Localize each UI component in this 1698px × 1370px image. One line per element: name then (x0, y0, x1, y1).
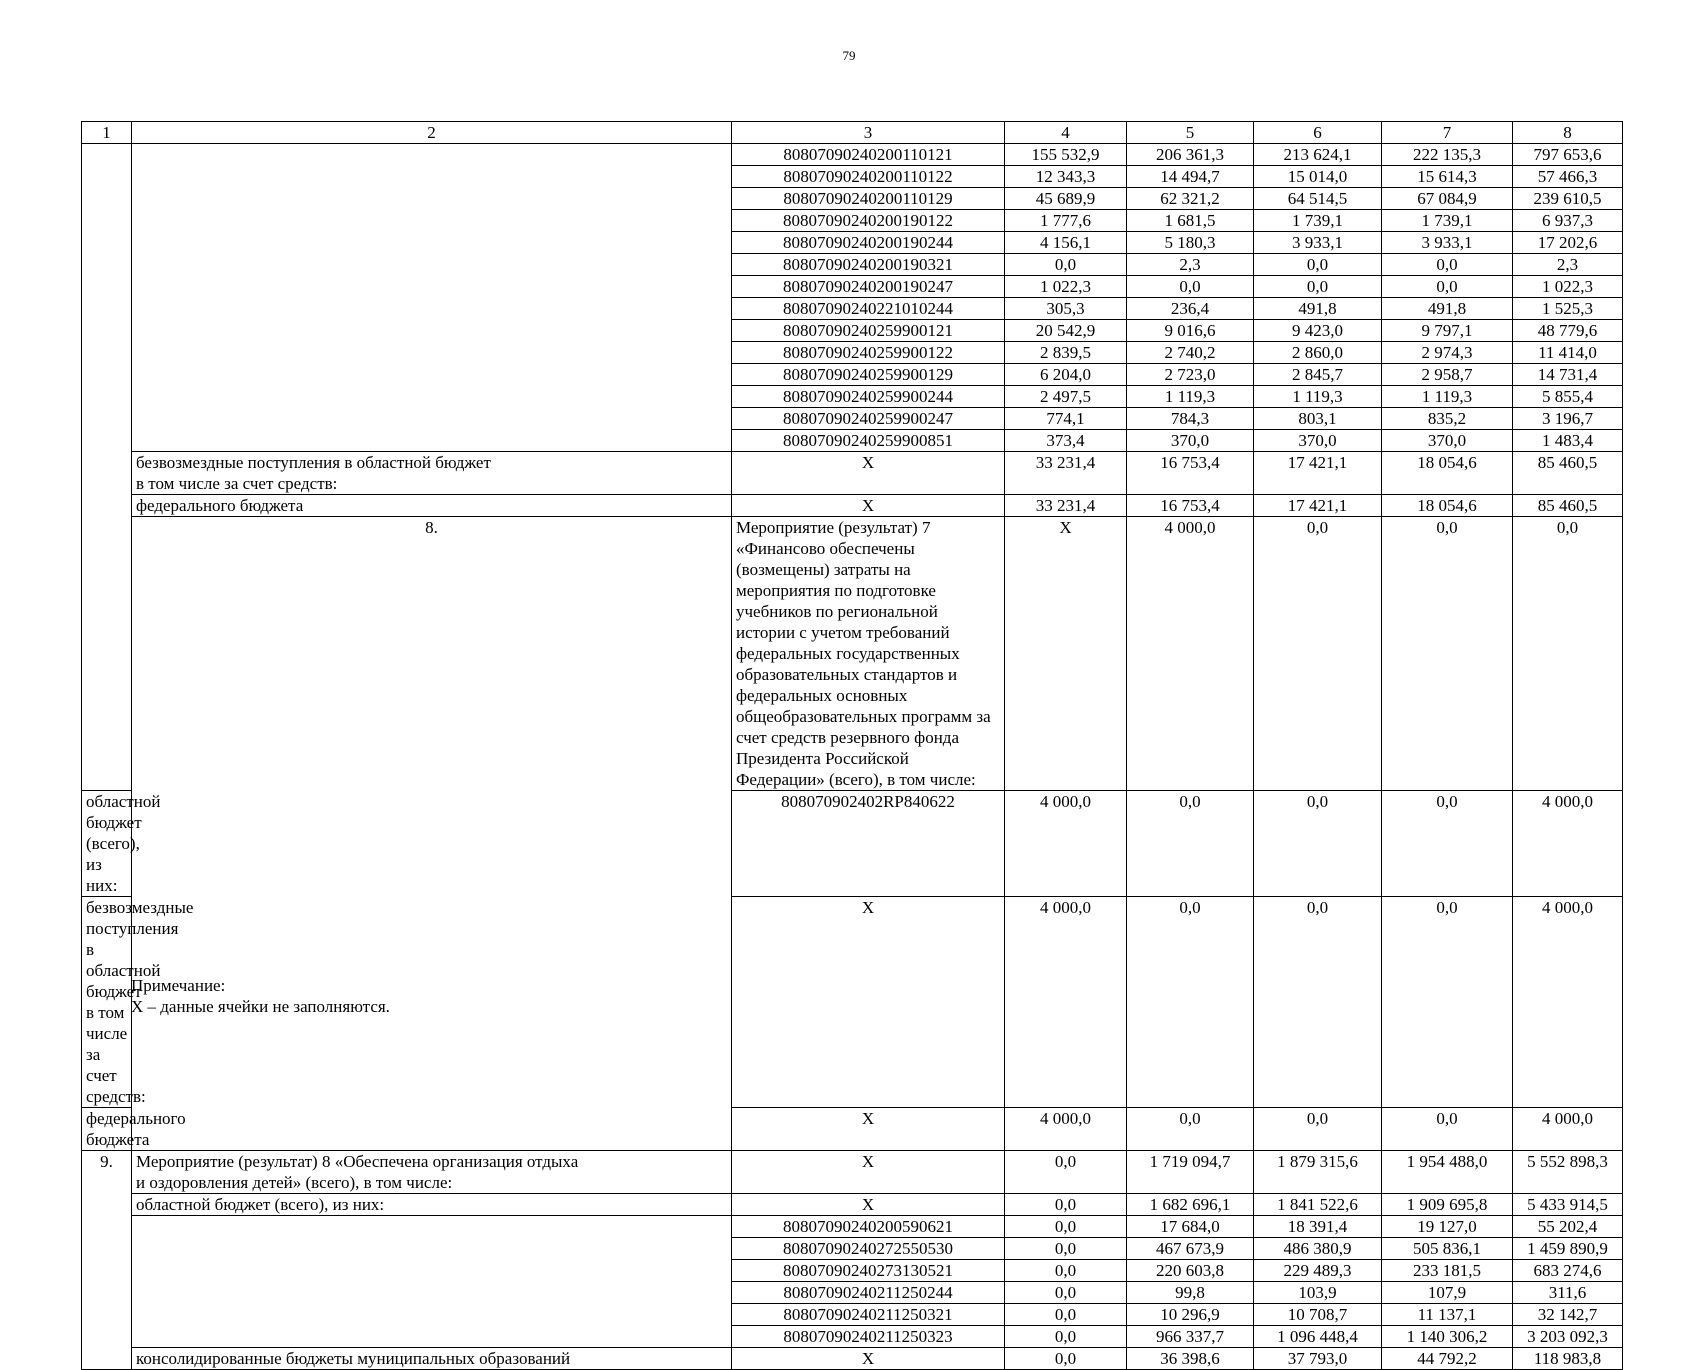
value-cell: 0,0 (1127, 791, 1254, 897)
value-cell: 18 054,6 (1382, 452, 1513, 495)
value-cell: 966 337,7 (1127, 1326, 1254, 1348)
value-cell: 239 610,5 (1513, 188, 1623, 210)
value-cell: 48 779,6 (1513, 320, 1623, 342)
value-cell: 1 777,6 (1005, 210, 1127, 232)
value-cell: 0,0 (1254, 897, 1382, 1108)
value-cell: 6 937,3 (1513, 210, 1623, 232)
value-cell: 2 860,0 (1254, 342, 1382, 364)
table-row (82, 1194, 1623, 1216)
value-cell: 6 204,0 (1005, 364, 1127, 386)
description-cell: федерального бюджета (82, 1108, 132, 1151)
value-cell: 32 142,7 (1513, 1304, 1623, 1326)
value-cell: 99,8 (1127, 1282, 1254, 1304)
value-cell: 0,0 (1254, 276, 1382, 298)
value-cell: 797 653,6 (1513, 144, 1623, 166)
value-cell: 11 137,1 (1382, 1304, 1513, 1326)
description-cell: безвозмездные поступления в областной бюджет в том числе за счет средств: (132, 452, 732, 495)
value-cell: 16 753,4 (1127, 495, 1254, 517)
value-cell: 103,9 (1254, 1282, 1382, 1304)
value-cell: 2 740,2 (1127, 342, 1254, 364)
code-cell: X (732, 452, 1005, 495)
value-cell: 1 483,4 (1513, 430, 1623, 452)
value-cell: 17 684,0 (1127, 1216, 1254, 1238)
header-cell: 5 (1127, 122, 1254, 144)
value-cell: 12 343,3 (1005, 166, 1127, 188)
code-cell: 80807090240221010244 (732, 298, 1005, 320)
description-cell (132, 144, 732, 452)
header-cell: 8 (1513, 122, 1623, 144)
value-cell: 236,4 (1127, 298, 1254, 320)
value-cell: 774,1 (1005, 408, 1127, 430)
code-cell: X (732, 1348, 1005, 1370)
value-cell: 0,0 (1127, 276, 1254, 298)
value-cell: 17 202,6 (1513, 232, 1623, 254)
value-cell: 1 119,3 (1127, 386, 1254, 408)
value-cell: 0,0 (1382, 1108, 1513, 1151)
value-cell: 2 845,7 (1254, 364, 1382, 386)
value-cell: 229 489,3 (1254, 1260, 1382, 1282)
code-cell: 80807090240200190122 (732, 210, 1005, 232)
table-row (82, 1348, 1623, 1370)
description-cell: областной бюджет (всего), из них: (132, 1194, 732, 1216)
footnote (131, 975, 390, 1017)
value-cell: 1 739,1 (1254, 210, 1382, 232)
header-cell: 2 (132, 122, 732, 144)
value-cell: 0,0 (1005, 254, 1127, 276)
value-cell: 0,0 (1005, 1304, 1127, 1326)
value-cell: 0,0 (1005, 1216, 1127, 1238)
value-cell: 44 792,2 (1382, 1348, 1513, 1370)
value-cell: 1 909 695,8 (1382, 1194, 1513, 1216)
value-cell: 784,3 (1127, 408, 1254, 430)
description-cell: Мероприятие (результат) 8 «Обеспечена организация отдыха и оздоровления детей» (всего), в том числе: (132, 1151, 732, 1194)
header-cell: 4 (1005, 122, 1127, 144)
code-cell: X (732, 1151, 1005, 1194)
value-cell: 213 624,1 (1254, 144, 1382, 166)
value-cell: 1 954 488,0 (1382, 1151, 1513, 1194)
code-cell: 80807090240200190247 (732, 276, 1005, 298)
value-cell: 20 542,9 (1005, 320, 1127, 342)
value-cell: 14 731,4 (1513, 364, 1623, 386)
table-row (82, 1216, 1623, 1238)
value-cell: 4 156,1 (1005, 232, 1127, 254)
value-cell: 2 974,3 (1382, 342, 1513, 364)
value-cell: 803,1 (1254, 408, 1382, 430)
value-cell: 0,0 (1005, 1326, 1127, 1348)
code-cell: 80807090240259900247 (732, 408, 1005, 430)
value-cell: 0,0 (1382, 254, 1513, 276)
code-cell: 80807090240273130521 (732, 1260, 1005, 1282)
note-title: Примечание: (131, 976, 226, 995)
value-cell: 3 203 092,3 (1513, 1326, 1623, 1348)
value-cell: 233 181,5 (1382, 1260, 1513, 1282)
code-cell: X (1005, 517, 1127, 791)
description-cell: безвозмездные поступления в областной бюджет в том числе за счет средств: (82, 897, 132, 1108)
code-cell: 80807090240259900244 (732, 386, 1005, 408)
value-cell: 1 681,5 (1127, 210, 1254, 232)
value-cell: 0,0 (1005, 1348, 1127, 1370)
value-cell: 0,0 (1005, 1260, 1127, 1282)
value-cell: 15 614,3 (1382, 166, 1513, 188)
value-cell: 1 022,3 (1513, 276, 1623, 298)
value-cell: 4 000,0 (1513, 897, 1623, 1108)
value-cell: 85 460,5 (1513, 495, 1623, 517)
value-cell: 2 839,5 (1005, 342, 1127, 364)
value-cell: 1 119,3 (1382, 386, 1513, 408)
value-cell: 220 603,8 (1127, 1260, 1254, 1282)
value-cell: 4 000,0 (1005, 791, 1127, 897)
value-cell: 0,0 (1005, 1282, 1127, 1304)
code-cell: 80807090240211250321 (732, 1304, 1005, 1326)
value-cell: 5 552 898,3 (1513, 1151, 1623, 1194)
value-cell: 0,0 (1513, 517, 1623, 791)
value-cell: 18 054,6 (1382, 495, 1513, 517)
value-cell: 5 855,4 (1513, 386, 1623, 408)
value-cell: 467 673,9 (1127, 1238, 1254, 1260)
code-cell: X (732, 1108, 1005, 1151)
value-cell: 2,3 (1513, 254, 1623, 276)
value-cell: 0,0 (1254, 791, 1382, 897)
description-cell: федерального бюджета (132, 495, 732, 517)
table-row (82, 144, 1623, 166)
description-cell: областной бюджет (всего), из них: (82, 791, 132, 897)
value-cell: 491,8 (1254, 298, 1382, 320)
value-cell: 4 000,0 (1005, 1108, 1127, 1151)
value-cell: 107,9 (1382, 1282, 1513, 1304)
value-cell: 19 127,0 (1382, 1216, 1513, 1238)
value-cell: 2 958,7 (1382, 364, 1513, 386)
table-row (82, 1151, 1623, 1194)
value-cell: 1 119,3 (1254, 386, 1382, 408)
value-cell: 1 525,3 (1513, 298, 1623, 320)
value-cell: 0,0 (1382, 791, 1513, 897)
header-cell: 7 (1382, 122, 1513, 144)
value-cell: 305,3 (1005, 298, 1127, 320)
header-cell: 1 (82, 122, 132, 144)
value-cell: 1 879 315,6 (1254, 1151, 1382, 1194)
value-cell: 37 793,0 (1254, 1348, 1382, 1370)
code-cell: 80807090240211250244 (732, 1282, 1005, 1304)
code-cell: 808070902402RP840622 (732, 791, 1005, 897)
value-cell: 4 000,0 (1127, 517, 1254, 791)
value-cell: 118 983,8 (1513, 1348, 1623, 1370)
value-cell: 4 000,0 (1005, 897, 1127, 1108)
value-cell: 491,8 (1382, 298, 1513, 320)
value-cell: 62 321,2 (1127, 188, 1254, 210)
value-cell: 155 532,9 (1005, 144, 1127, 166)
table-row (82, 452, 1623, 495)
code-cell: 80807090240200190244 (732, 232, 1005, 254)
value-cell: 3 933,1 (1382, 232, 1513, 254)
value-cell: 4 000,0 (1513, 1108, 1623, 1151)
value-cell: 9 016,6 (1127, 320, 1254, 342)
value-cell: 1 096 448,4 (1254, 1326, 1382, 1348)
value-cell: 17 421,1 (1254, 452, 1382, 495)
value-cell: 370,0 (1382, 430, 1513, 452)
table-row (82, 495, 1623, 517)
value-cell: 370,0 (1127, 430, 1254, 452)
page-number: 79 (842, 48, 856, 63)
value-cell: 0,0 (1005, 1194, 1127, 1216)
budget-table (81, 121, 1623, 1370)
value-cell: 2 497,5 (1005, 386, 1127, 408)
value-cell: 370,0 (1254, 430, 1382, 452)
code-cell: 80807090240259900129 (732, 364, 1005, 386)
code-cell: X (732, 495, 1005, 517)
value-cell: 1 459 890,9 (1513, 1238, 1623, 1260)
code-cell: 80807090240272550530 (732, 1238, 1005, 1260)
value-cell: 1 682 696,1 (1127, 1194, 1254, 1216)
value-cell: 2,3 (1127, 254, 1254, 276)
value-cell: 222 135,3 (1382, 144, 1513, 166)
value-cell: 33 231,4 (1005, 495, 1127, 517)
value-cell: 14 494,7 (1127, 166, 1254, 188)
value-cell: 0,0 (1127, 897, 1254, 1108)
value-cell: 15 014,0 (1254, 166, 1382, 188)
value-cell: 206 361,3 (1127, 144, 1254, 166)
description-cell: консолидированные бюджеты муниципальных образований (132, 1348, 732, 1370)
value-cell: 57 466,3 (1513, 166, 1623, 188)
value-cell: 0,0 (1382, 276, 1513, 298)
value-cell: 0,0 (1005, 1151, 1127, 1194)
value-cell: 311,6 (1513, 1282, 1623, 1304)
header-cell: 6 (1254, 122, 1382, 144)
value-cell: 3 196,7 (1513, 408, 1623, 430)
code-cell: 80807090240200590621 (732, 1216, 1005, 1238)
code-cell: X (732, 1194, 1005, 1216)
value-cell: 373,4 (1005, 430, 1127, 452)
code-cell: 80807090240200110122 (732, 166, 1005, 188)
value-cell: 16 753,4 (1127, 452, 1254, 495)
code-cell: 80807090240259900851 (732, 430, 1005, 452)
value-cell: 486 380,9 (1254, 1238, 1382, 1260)
value-cell: 36 398,6 (1127, 1348, 1254, 1370)
value-cell: 5 433 914,5 (1513, 1194, 1623, 1216)
code-cell: 80807090240200110121 (732, 144, 1005, 166)
value-cell: 0,0 (1254, 1108, 1382, 1151)
value-cell: 45 689,9 (1005, 188, 1127, 210)
value-cell: 0,0 (1382, 897, 1513, 1108)
value-cell: 85 460,5 (1513, 452, 1623, 495)
description-cell (132, 1216, 732, 1348)
index-cell: 9. (82, 1151, 132, 1370)
code-cell: 80807090240211250323 (732, 1326, 1005, 1348)
value-cell: 505 836,1 (1382, 1238, 1513, 1260)
value-cell: 11 414,0 (1513, 342, 1623, 364)
value-cell: 1 841 522,6 (1254, 1194, 1382, 1216)
value-cell: 0,0 (1382, 517, 1513, 791)
header-row (82, 122, 1623, 144)
code-cell: 80807090240200190321 (732, 254, 1005, 276)
code-cell: X (732, 897, 1005, 1108)
value-cell: 1 140 306,2 (1382, 1326, 1513, 1348)
value-cell: 9 797,1 (1382, 320, 1513, 342)
code-cell: 80807090240259900122 (732, 342, 1005, 364)
index-cell (82, 144, 132, 791)
value-cell: 4 000,0 (1513, 791, 1623, 897)
value-cell: 0,0 (1254, 517, 1382, 791)
value-cell: 67 084,9 (1382, 188, 1513, 210)
table-row (82, 517, 1623, 791)
value-cell: 0,0 (1127, 1108, 1254, 1151)
value-cell: 33 231,4 (1005, 452, 1127, 495)
note-text: X – данные ячейки не заполняются. (131, 997, 390, 1016)
value-cell: 683 274,6 (1513, 1260, 1623, 1282)
value-cell: 0,0 (1005, 1238, 1127, 1260)
index-cell: 8. (132, 517, 732, 1151)
value-cell: 1 022,3 (1005, 276, 1127, 298)
value-cell: 18 391,4 (1254, 1216, 1382, 1238)
value-cell: 5 180,3 (1127, 232, 1254, 254)
value-cell: 835,2 (1382, 408, 1513, 430)
value-cell: 3 933,1 (1254, 232, 1382, 254)
value-cell: 2 723,0 (1127, 364, 1254, 386)
value-cell: 10 296,9 (1127, 1304, 1254, 1326)
value-cell: 0,0 (1254, 254, 1382, 276)
code-cell: 80807090240200110129 (732, 188, 1005, 210)
value-cell: 64 514,5 (1254, 188, 1382, 210)
value-cell: 10 708,7 (1254, 1304, 1382, 1326)
value-cell: 9 423,0 (1254, 320, 1382, 342)
description-cell: Мероприятие (результат) 7 «Финансово обеспечены (возмещены) затраты на мероприятия по подготовке учебников по региональной истории с учетом требований федеральных государственных образовательных стандартов и федеральных основных общеобразовательных программ за счет средств резервного фонда Президента Российской Федерации» (всего), в том числе: (732, 517, 1005, 791)
value-cell: 1 739,1 (1382, 210, 1513, 232)
value-cell: 1 719 094,7 (1127, 1151, 1254, 1194)
value-cell: 55 202,4 (1513, 1216, 1623, 1238)
value-cell: 17 421,1 (1254, 495, 1382, 517)
header-cell: 3 (732, 122, 1005, 144)
code-cell: 80807090240259900121 (732, 320, 1005, 342)
